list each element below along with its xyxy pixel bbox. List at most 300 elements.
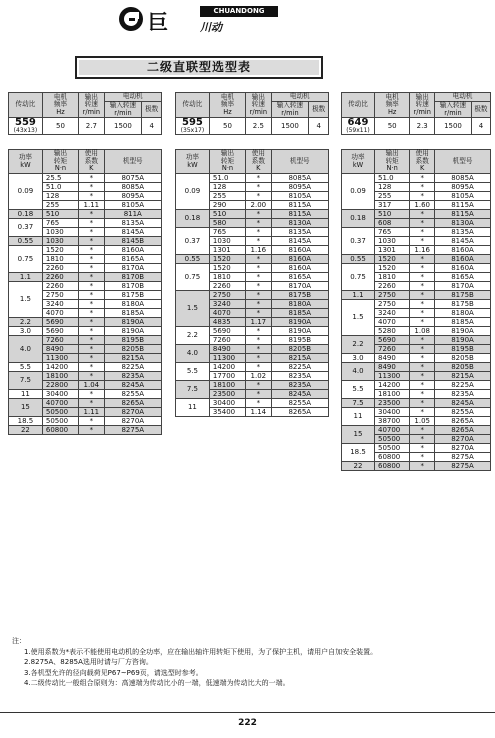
torque-cell: 17700 [209, 371, 245, 380]
header-motor-freq: 电机 频率 Hz [209, 93, 245, 118]
col-factor: 使用 系数 K [79, 150, 104, 174]
factor-cell: * [246, 191, 271, 200]
torque-cell: 5690 [42, 317, 78, 326]
power-cell: 0.55 [342, 254, 375, 263]
power-cell: 11 [342, 407, 375, 425]
torque-cell: 1520 [374, 254, 409, 263]
torque-cell: 8490 [374, 353, 409, 362]
col-model: 机型号 [271, 150, 328, 174]
torque-cell: 14200 [374, 380, 409, 389]
factor-cell: * [410, 218, 435, 227]
column-header-row [9, 150, 162, 174]
header-output-speed: 输出 转速 r/min [246, 93, 271, 118]
model-cell: 8095A [271, 182, 328, 191]
factor-cell: * [410, 389, 435, 398]
table-row [9, 173, 162, 182]
torque-cell: 8490 [374, 362, 409, 371]
torque-cell: 128 [209, 182, 245, 191]
factor-cell: 1.17 [246, 317, 271, 326]
table-spacer [176, 135, 329, 150]
power-cell: 1.5 [176, 290, 210, 326]
model-cell: 8175B [271, 290, 328, 299]
factor-cell: * [79, 245, 104, 254]
note-item: 2.8275A、8285A选用时请与厂方咨询。 [24, 658, 153, 666]
table-row [176, 263, 329, 272]
torque-cell: 50500 [42, 416, 78, 425]
table-row [176, 344, 329, 353]
torque-cell: 1520 [209, 263, 245, 272]
model-cell: 8135A [271, 227, 328, 236]
header-motor-freq: 电机 频率 Hz [42, 93, 78, 118]
model-cell: 8160A [435, 245, 491, 254]
factor-cell: * [79, 209, 104, 218]
factor-cell: * [79, 263, 104, 272]
model-cell: 8235A [271, 380, 328, 389]
torque-cell: 4835 [209, 317, 245, 326]
torque-cell: 2260 [42, 272, 78, 281]
factor-cell: * [410, 308, 435, 317]
model-cell: 8145A [104, 227, 161, 236]
torque-cell: 2750 [374, 299, 409, 308]
torque-cell: 23500 [209, 389, 245, 398]
column-header-row [176, 150, 329, 174]
model-cell: 8190A [271, 326, 328, 335]
model-cell: 8270A [104, 407, 161, 416]
power-cell: 4.0 [176, 344, 210, 362]
table-row [342, 254, 491, 263]
col-power: 功率 kW [176, 150, 210, 174]
ratio-row [176, 118, 329, 135]
torque-cell: 2750 [374, 290, 409, 299]
torque-cell: 5280 [374, 326, 409, 335]
model-cell: 8115A [435, 209, 491, 218]
factor-cell: 1.11 [79, 407, 104, 416]
factor-cell: * [79, 371, 104, 380]
torque-cell: 1810 [374, 272, 409, 281]
torque-cell: 1301 [374, 245, 409, 254]
torque-cell: 5690 [374, 335, 409, 344]
torque-cell: 317 [374, 200, 409, 209]
table-row [342, 461, 491, 470]
torque-cell: 1030 [42, 236, 78, 245]
brand-header [118, 4, 318, 34]
torque-cell: 60800 [374, 452, 409, 461]
factor-cell: * [246, 272, 271, 281]
power-cell: 0.37 [176, 227, 210, 254]
model-cell: 8265A [271, 407, 328, 416]
factor-cell: * [79, 308, 104, 317]
torque-cell: 4070 [42, 308, 78, 317]
model-cell: 8265A [104, 398, 161, 407]
factor-cell: * [246, 335, 271, 344]
ratio-input-speed: 1500 [435, 118, 472, 135]
power-cell: 0.55 [176, 254, 210, 263]
model-cell: 8135A [435, 227, 491, 236]
col-torque: 输出 转矩 N·n [42, 150, 78, 174]
factor-cell: * [410, 227, 435, 236]
torque-cell: 1520 [374, 263, 409, 272]
model-cell: 8190A [104, 317, 161, 326]
factor-cell: * [246, 182, 271, 191]
brand-subname: 川动 [200, 21, 222, 34]
model-cell: 8175B [435, 290, 491, 299]
brand-logo-icon [118, 6, 144, 32]
factor-cell: * [410, 335, 435, 344]
torque-cell: 50500 [374, 434, 409, 443]
factor-cell: * [246, 308, 271, 317]
model-cell: 8095A [104, 191, 161, 200]
model-cell: 8105A [271, 191, 328, 200]
table-row [342, 173, 491, 182]
header-ratio: 传动比 [342, 93, 375, 118]
factor-cell: 1.11 [79, 200, 104, 209]
table-header-row [9, 93, 162, 102]
model-cell: 8160A [271, 263, 328, 272]
torque-cell: 5690 [42, 326, 78, 335]
table-row [342, 227, 491, 236]
factor-cell: * [410, 299, 435, 308]
factor-cell: * [410, 398, 435, 407]
factor-cell: * [410, 254, 435, 263]
model-cell: 8145B [104, 236, 161, 245]
torque-cell: 1030 [374, 236, 409, 245]
factor-cell: * [410, 461, 435, 470]
model-cell: 8255A [104, 389, 161, 398]
power-cell: 4.0 [9, 335, 43, 362]
factor-cell: * [246, 209, 271, 218]
factor-cell: * [79, 290, 104, 299]
torque-cell: 38700 [374, 416, 409, 425]
model-cell: 8145A [271, 236, 328, 245]
power-cell: 18.5 [9, 416, 43, 425]
ratio-input-speed: 1500 [104, 118, 142, 135]
torque-cell: 11300 [374, 371, 409, 380]
factor-cell: 1.16 [246, 245, 271, 254]
table-row [176, 380, 329, 389]
ratio-output-speed: 2.3 [410, 118, 435, 135]
torque-cell: 23500 [374, 398, 409, 407]
ratio-hz: 50 [42, 118, 78, 135]
model-cell: 8190A [104, 326, 161, 335]
model-cell: 8085A [435, 173, 491, 182]
model-cell: 8180A [271, 299, 328, 308]
factor-cell: * [410, 281, 435, 290]
model-cell: 8170B [104, 281, 161, 290]
notes-section [12, 636, 487, 689]
factor-cell: * [79, 281, 104, 290]
torque-cell: 18100 [374, 389, 409, 398]
model-cell: 8160A [271, 245, 328, 254]
model-cell: 8245A [435, 398, 491, 407]
table-row [9, 389, 162, 398]
table-row [342, 398, 491, 407]
table-row [342, 407, 491, 416]
torque-cell: 765 [42, 218, 78, 227]
factor-cell: * [79, 416, 104, 425]
power-cell: 5.5 [342, 380, 375, 398]
factor-cell: * [246, 353, 271, 362]
factor-cell: * [79, 272, 104, 281]
factor-cell: * [410, 434, 435, 443]
model-cell: 8225A [104, 362, 161, 371]
factor-cell: * [410, 263, 435, 272]
table-row [342, 335, 491, 344]
model-cell: 8270A [104, 416, 161, 425]
power-cell: 18.5 [342, 443, 375, 461]
torque-cell: 7260 [374, 344, 409, 353]
power-cell: 0.09 [342, 173, 375, 209]
factor-cell: * [79, 389, 104, 398]
power-cell: 11 [176, 398, 210, 416]
factor-cell: * [79, 326, 104, 335]
power-cell: 1.5 [342, 299, 375, 335]
factor-cell: * [410, 236, 435, 245]
ratio-output-speed: 2.7 [79, 118, 104, 135]
model-cell: 8195B [271, 335, 328, 344]
torque-cell: 510 [209, 209, 245, 218]
model-cell: 8235A [435, 389, 491, 398]
torque-cell: 2260 [42, 281, 78, 290]
selection-table-649 [341, 92, 491, 471]
factor-cell: 1.60 [410, 200, 435, 209]
torque-cell: 40700 [42, 398, 78, 407]
torque-cell: 765 [209, 227, 245, 236]
factor-cell: * [410, 173, 435, 182]
factor-cell: * [410, 272, 435, 281]
torque-cell: 4070 [209, 308, 245, 317]
ratio-input-speed: 1500 [271, 118, 309, 135]
table-row [9, 371, 162, 380]
factor-cell: * [410, 317, 435, 326]
power-cell: 0.75 [342, 263, 375, 290]
torque-cell: 14200 [209, 362, 245, 371]
power-cell: 0.75 [176, 263, 210, 290]
torque-cell: 22800 [42, 380, 78, 389]
torque-cell: 30400 [209, 398, 245, 407]
col-factor: 使用 系数 K [410, 150, 435, 174]
power-cell: 4.0 [342, 362, 375, 380]
torque-cell: 128 [374, 182, 409, 191]
model-cell: 8095A [435, 182, 491, 191]
model-cell: 8215A [271, 353, 328, 362]
ratio-value: 649 (59x11) [342, 118, 375, 135]
header-input-speed: 输入转速 r/min [271, 102, 309, 118]
factor-cell: * [410, 182, 435, 191]
model-cell: 8275A [435, 452, 491, 461]
ratio-row [9, 118, 162, 135]
table-row [342, 425, 491, 434]
table-row [9, 317, 162, 326]
power-cell: 0.18 [9, 209, 43, 218]
model-cell: 8235A [104, 371, 161, 380]
model-cell: 8145A [435, 236, 491, 245]
model-cell: 8185A [104, 308, 161, 317]
note-item: 4.二级传动比一般组合原则为：高速端为传动比小的一端，低速端为传动比大的一端。 [24, 679, 290, 687]
header-motor-freq: 电机 频率 Hz [374, 93, 409, 118]
model-cell: 8160A [271, 254, 328, 263]
model-cell: 8180A [435, 308, 491, 317]
col-torque: 输出 转矩 N·n [209, 150, 245, 174]
model-cell: 8245A [104, 380, 161, 389]
torque-cell: 290 [209, 200, 245, 209]
table-row [176, 254, 329, 263]
model-cell: 8255A [271, 398, 328, 407]
factor-cell: * [246, 362, 271, 371]
model-cell: 8115A [271, 209, 328, 218]
factor-cell: * [79, 173, 104, 182]
ratio-output-speed: 2.5 [246, 118, 271, 135]
ratio-hz: 50 [374, 118, 409, 135]
table-spacer [342, 135, 491, 150]
model-cell: 8160A [435, 263, 491, 272]
factor-cell: * [410, 452, 435, 461]
torque-cell: 1301 [209, 245, 245, 254]
model-cell: 8215A [104, 353, 161, 362]
torque-cell: 18100 [209, 380, 245, 389]
model-cell: 8130A [435, 218, 491, 227]
torque-cell: 1810 [209, 272, 245, 281]
power-cell: 7.5 [9, 371, 43, 389]
torque-cell: 3240 [42, 299, 78, 308]
model-cell: 8235A [271, 371, 328, 380]
table-row [176, 209, 329, 218]
torque-cell: 30400 [42, 389, 78, 398]
table-row [9, 281, 162, 290]
power-cell: 1.1 [342, 290, 375, 299]
table-spacer [9, 135, 162, 150]
torque-cell: 7260 [209, 335, 245, 344]
power-cell: 0.55 [9, 236, 43, 245]
factor-cell: 1.08 [410, 326, 435, 335]
header-ratio: 传动比 [9, 93, 43, 118]
torque-cell: 2750 [209, 290, 245, 299]
power-cell: 0.09 [9, 173, 43, 209]
model-cell: 8270A [435, 443, 491, 452]
model-cell: 8205B [104, 344, 161, 353]
table-row [342, 380, 491, 389]
model-cell: 8170A [104, 263, 161, 272]
model-cell: 8275A [435, 461, 491, 470]
header-output-speed: 输出 转速 r/min [410, 93, 435, 118]
model-cell: 8225A [435, 380, 491, 389]
table-row [9, 425, 162, 434]
factor-cell: 2.00 [246, 200, 271, 209]
torque-cell: 2750 [42, 290, 78, 299]
torque-cell: 510 [374, 209, 409, 218]
factor-cell: * [410, 425, 435, 434]
table-row [176, 173, 329, 182]
model-cell: 8190A [435, 326, 491, 335]
column-header-row [342, 150, 491, 174]
model-cell: 8135A [104, 218, 161, 227]
torque-cell: 608 [374, 218, 409, 227]
selection-table-559 [8, 92, 162, 435]
torque-cell: 2260 [209, 281, 245, 290]
model-cell: 8115A [435, 200, 491, 209]
ratio-poles: 4 [309, 118, 329, 135]
model-cell: 8205B [435, 362, 491, 371]
torque-cell: 51.0 [374, 173, 409, 182]
factor-cell: * [246, 263, 271, 272]
model-cell: 8160A [435, 254, 491, 263]
power-cell: 0.18 [342, 209, 375, 227]
power-cell: 7.5 [176, 380, 210, 398]
factor-cell: * [410, 380, 435, 389]
factor-cell: * [79, 425, 104, 434]
model-cell: 8115A [271, 200, 328, 209]
torque-cell: 510 [42, 209, 78, 218]
header-motor: 电动机 [104, 93, 161, 102]
power-cell: 2.2 [9, 317, 43, 326]
power-cell: 22 [9, 425, 43, 434]
torque-cell: 2260 [374, 281, 409, 290]
factor-cell: * [410, 290, 435, 299]
torque-cell: 8490 [209, 344, 245, 353]
factor-cell: * [246, 326, 271, 335]
model-cell: 8160A [104, 245, 161, 254]
factor-cell: * [246, 380, 271, 389]
torque-cell: 1030 [42, 227, 78, 236]
model-cell: 8195B [104, 335, 161, 344]
ratio-poles: 4 [471, 118, 490, 135]
header-input-speed: 输入转速 r/min [435, 102, 472, 118]
factor-cell: * [410, 443, 435, 452]
table-row [9, 335, 162, 344]
factor-cell: * [246, 290, 271, 299]
factor-cell: * [79, 254, 104, 263]
table-row [9, 272, 162, 281]
col-power: 功率 kW [9, 150, 43, 174]
power-cell: 2.2 [176, 326, 210, 344]
factor-cell: * [79, 299, 104, 308]
model-cell: 8185A [271, 308, 328, 317]
power-cell: 0.37 [342, 227, 375, 254]
power-cell: 2.2 [342, 335, 375, 353]
table-row [9, 362, 162, 371]
power-cell: 3.0 [9, 326, 43, 335]
torque-cell: 51.0 [209, 173, 245, 182]
footer-divider [0, 712, 495, 713]
torque-cell: 580 [209, 218, 245, 227]
factor-cell: * [410, 353, 435, 362]
model-cell: 8255A [435, 407, 491, 416]
torque-cell: 60800 [374, 461, 409, 470]
factor-cell: * [246, 254, 271, 263]
model-cell: 8265A [435, 416, 491, 425]
torque-cell: 51.0 [42, 182, 78, 191]
table-row [342, 263, 491, 272]
factor-cell: * [79, 191, 104, 200]
factor-cell: * [79, 398, 104, 407]
factor-cell: * [79, 335, 104, 344]
torque-cell: 18100 [42, 371, 78, 380]
table-row [9, 326, 162, 335]
model-cell: 8275A [104, 425, 161, 434]
page-title: 二级直联型选型表 [79, 60, 319, 75]
table-row [176, 227, 329, 236]
model-cell: 8170A [271, 281, 328, 290]
table-row [9, 245, 162, 254]
model-cell: 811A [104, 209, 161, 218]
model-cell: 8175B [104, 290, 161, 299]
factor-cell: * [410, 191, 435, 200]
header-motor: 电动机 [435, 93, 491, 102]
ratio-hz: 50 [209, 118, 245, 135]
torque-cell: 60800 [42, 425, 78, 434]
torque-cell: 11300 [209, 353, 245, 362]
factor-cell: * [79, 353, 104, 362]
header-motor: 电动机 [271, 93, 328, 102]
